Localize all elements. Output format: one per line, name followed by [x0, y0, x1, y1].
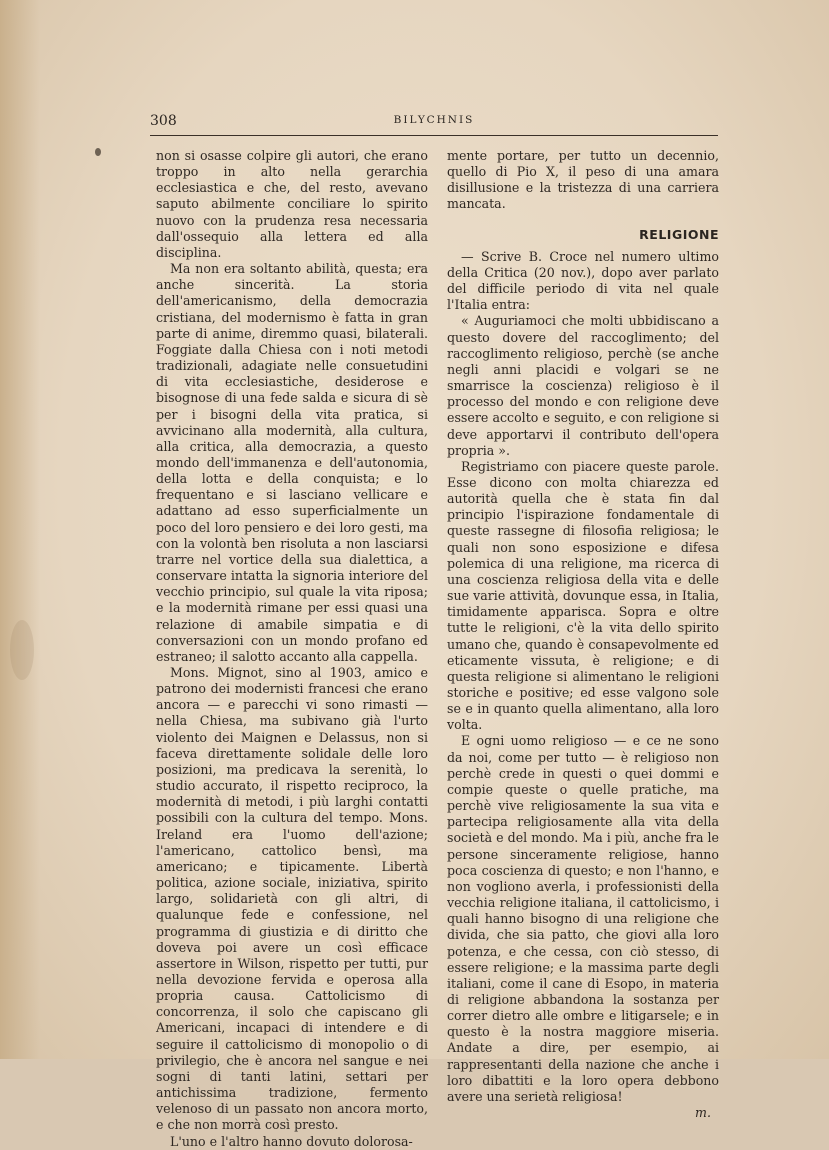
paper-stain: [10, 620, 34, 680]
running-title: BILYCHNIS: [393, 114, 475, 126]
ink-spot: [95, 148, 101, 156]
paragraph: — Scrive B. Croce nel numero ultimo della Critica (20 nov.), dopo aver parlato del difficile periodo di vita nel quale l'Italia entra:: [447, 248, 719, 313]
paragraph: Mons. Mignot, sino al 1903, amico e patrono dei modernisti francesi che erano ancora — e parecchi vi sono rimasti — nella Chiesa, ma subivano già l'urto violento dei Maignen e Delassus, non si faceva direttamente solidale delle loro posizioni, ma predicava la serenità, lo studio accurato, il rispetto reciproco, la modernità di metodi, i più larghi contatti possibili con la cultura del tempo. Mons. Ireland era l'uomo dell'azione; l'americano, cattolico bensì, ma americano; e tipicamente. Libertà politica, azione sociale, iniziativa, spirito largo, solidarietà con gli altri, di qualunque fede e confessione, nel programma di giustizia e di diritto che doveva poi avere un così efficace assertore in Wilson, rispetto per tutti, pur nella devozione fervida e operosa alla propria causa. Cattolicismo di concorrenza, il solo che capiscano gli Americani, incapaci di intendere e di seguire il cattolicismo di monopolio o di privilegio, che è ancora nel sangue e nei sogni di tanti latini, settari per antichissima tradizione, fermento velenoso di un passato non ancora morto, e che non morrà così presto.: [156, 665, 428, 1133]
section-title: RELIGIONE: [639, 226, 719, 242]
page-header: [150, 113, 718, 136]
paragraph: E ogni uomo religioso — e ce ne sono da noi, come per tutto — è religioso non perchè crede in questi o quei dommi e compie queste o quelle pratiche, ma perchè vive religiosamente la sua vita e partecipa religiosamente alla vita della società e del mondo. Ma i più, anche fra le persone sinceramente religiose, hanno poca coscienza di questo; e non l'hanno, e non vogliono averla, i professionisti della vecchia religione italiana, il cattolicismo, i quali hanno bisogno di una religione che divida, che sia patto, che giovi alla loro potenza, e che cessa, con ciò stesso, di essere religione; e la massima parte degli italiani, come il cane di Esopo, in materia di religione abbandona la sostanza per correr dietro alle ombre e litigarsele; e in questo è la nostra maggiore miseria. Andate a dire, per esempio, ai rappresentanti della nazione che anche i loro dibattiti e la loro opera debbono avere una serietà religiosa!: [447, 733, 719, 1104]
paragraph: non si osasse colpire gli autori, che erano troppo in alto nella gerarchia ecclesiastica e che, del resto, avevano saputo abilmente conciliare lo spirito nuovo con la prudenza resa necessaria dall'ossequio alla lettera ed alla disciplina.: [156, 148, 428, 260]
paragraph: Ma non era soltanto abilità, questa; era anche sincerità. La storia dell'americanismo, della democrazia cristiana, del modernismo è fatta in gran parte di anime, diremmo quasi, bilaterali. Foggiate dalla Chiesa con i noti metodi tradizionali, adagiate nelle consuetudini di vita ecclesiastiche, desiderose e bisognose di una fede salda e sicura di sè per i bisogni della vita pratica, si avvicinano alla modernità, alla cultura, alla critica, alla democrazia, a questo mondo dell'immanenza e dell'autonomia, della lotta e della conquista; e lo frequentano e si lasciano vellicare e adattano ad esso superficialmente un poco del loro pensiero e dei loro gesti, ma con la volontà ben risoluta a non lasciarsi trarre nel vortice della sua dialettica, a conservare intatta la signoria interiore del vecchio principio, sul quale la vita riposa; e la modernità rimane per essi quasi una relazione di amabile simpatia e di conversazioni con un mondo profano ed estraneo; il salotto accanto alla cappella.: [156, 261, 428, 664]
paragraph: L'uno e l'altro hanno dovuto dolorosa-: [170, 1133, 413, 1149]
author-signature: m.: [695, 1105, 711, 1121]
paragraph: Registriamo con piacere queste parole. Esse dicono con molta chiarezza ed autorità quella che è stata fin dal principio l'ispirazione fondamentale di queste rassegne di filosofia religiosa; le quali non sono esposizione e difesa polemica di una religione, ma ricerca di una coscienza religiosa della vita e delle sue varie attività, dovunque essa, in Italia, timidamente apparisca. Sopra e oltre tutte le religioni, c'è la vita dello spirito umano che, quando è consapevolmente ed eticamente vissuta, è religione; e di questa religione si alimentano le religioni storiche e positive; ed esse valgono sole se e in quanto quella alimentano, alla loro volta.: [447, 458, 719, 733]
quotation: « Auguriamoci che molti ubbidiscano a questo dovere del raccoglimento; del raccoglimento religioso, perchè (se anche negli anni placidi e volgari se ne smarrisce la coscienza) religioso è il processo del mondo e con religione deve essere accolto e seguito, e con religione si deve apportarvi il contributo dell'opera propria ».: [447, 313, 719, 458]
left-column: [156, 148, 428, 1150]
page-number: 308: [150, 113, 177, 129]
paragraph: mente portare, per tutto un decennio, quello di Pio X, il peso di una amara disillusione e la tristezza di una carriera mancata.: [447, 148, 719, 212]
right-column: [447, 148, 719, 1121]
